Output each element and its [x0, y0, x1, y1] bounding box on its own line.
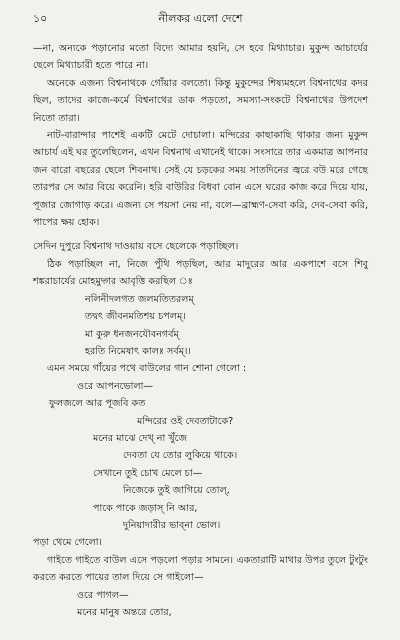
paragraph: ঠিক পড়াচ্ছিল না, নিজে পুঁথি পড়ছিল, আর মাদুরের আর একপাশে বসে শিবু শঙ্করাচার্যের মোহমুদ্গর আবৃত্তি করছিল ঃ [33, 258, 368, 288]
song-line: মনের মানুষ অন্তরে তোর, [77, 607, 172, 618]
paragraph: এমন সময়ে গাঁয়ের পথে বাউলের গান শোনা গেলো : [47, 363, 247, 375]
song-line: পাকে পাকে জড়াস্‌ নি আর, [93, 502, 198, 514]
section-gap [33, 231, 368, 238]
paragraph: অনেকে এজন্য বিশ্বনাথকে গোঁয়ার বলতো। কিন্তু মুকুন্দের শিষ্যমহলে বিশ্বনাথের কদর ছিল, তাদের কাজে-কর্মে বিশ্বনাথের ডাক পড়তো, সমস্যা-সংকটে বিশ্বনাথের উপদেশ নিতো তারা। [33, 77, 368, 124]
page-number: ১০ [33, 12, 48, 25]
song-line: মনের মাঝে দেখ্‌ না খুঁজে [93, 432, 188, 444]
paragraph: পড়া থেমে গেলো। [33, 537, 102, 549]
sanskrit-verse-line: তদ্বৎ জীবনমতিশয় চপলম্‌। [85, 311, 186, 323]
running-title: নীলকর এলো দেশে [158, 12, 243, 25]
song-line: সেখানে তুই চোখ মেলে চা— [93, 467, 203, 479]
song-line: নিজেকে তুই জাগিয়ে তোল্‌, [123, 485, 230, 497]
song-line: দেবতা যে তোর লুকিয়ে থাকে। [123, 450, 238, 462]
song-line: ওরে পাগল— [77, 589, 129, 601]
running-header [33, 10, 368, 28]
page-body [33, 40, 368, 621]
song-line: দুনিয়াদারীর ভাব্‌না ভোল। [123, 519, 221, 531]
song-line: মন্দিরের ওই দেবতাটাকে? [137, 415, 234, 427]
song-line: ফুলজলে আর পূজবি কত [49, 398, 146, 410]
song-line: ওরে আপনভোলা— [77, 380, 153, 392]
paragraph: সেদিন দুপুরে বিশ্বনাথ দাওয়ায় বসে ছেলেকে পড়াচ্ছিল। [33, 241, 239, 253]
sanskrit-verse-line: মা কুরু ধনজনযৌবনগর্বম্‌ [85, 328, 179, 340]
paragraph: নাট-বারান্দার পাশেই একটি মেটে দোচালা। মন্দিরের কাছাকাছি থাকার জন্য মুকুন্দ আচার্য এই ঘর তুলেছিলেন, এখন বিশ্বনাথ এখানেই থাকে। সংসারে তার একমাত্র আপনার জন বারো বছরের ছেলে শিবনাথ। সেই যে চড়কের সময় সাতদিনের জ্বরে বউ মরে গেছে তারপর সে আর বিয়ে করেনি। হরি বাউরির বিধবা বোন এসে ঘরের কাজ করে দিয়ে যায়, পূজার জোগাড় করে। এজন্য সে পয়সা নেয় না, বলে—ব্রাহ্মণ-সেবা করি, দেব-সেবা করি, পাপের ক্ষয় হোক। [33, 130, 368, 229]
dialogue-paragraph: —না, অন্যকে পড়ানোর মতো বিদ্যে আমার হয়নি, সে হবে মিথ্যাচার। মুকুন্দ আচার্যের ছেলে মিথ্যাচারী হতে পারে না। [33, 43, 368, 72]
sanskrit-verse-line: হরতি নিমেষাৎ কালঃ সর্বম্‌।। [85, 345, 191, 357]
paragraph: গাইতে গাইতে বাউল এসে পড়লো পড়ার সামনে। একতারাটি মাথার উপর তুলে টুংটুং করতে করতে পায়ের তাল দিয়ে সে গাইলো— [33, 554, 368, 584]
sanskrit-verse-line: নলিনীদলগত জলমতিতরলম্‌ [85, 293, 194, 305]
